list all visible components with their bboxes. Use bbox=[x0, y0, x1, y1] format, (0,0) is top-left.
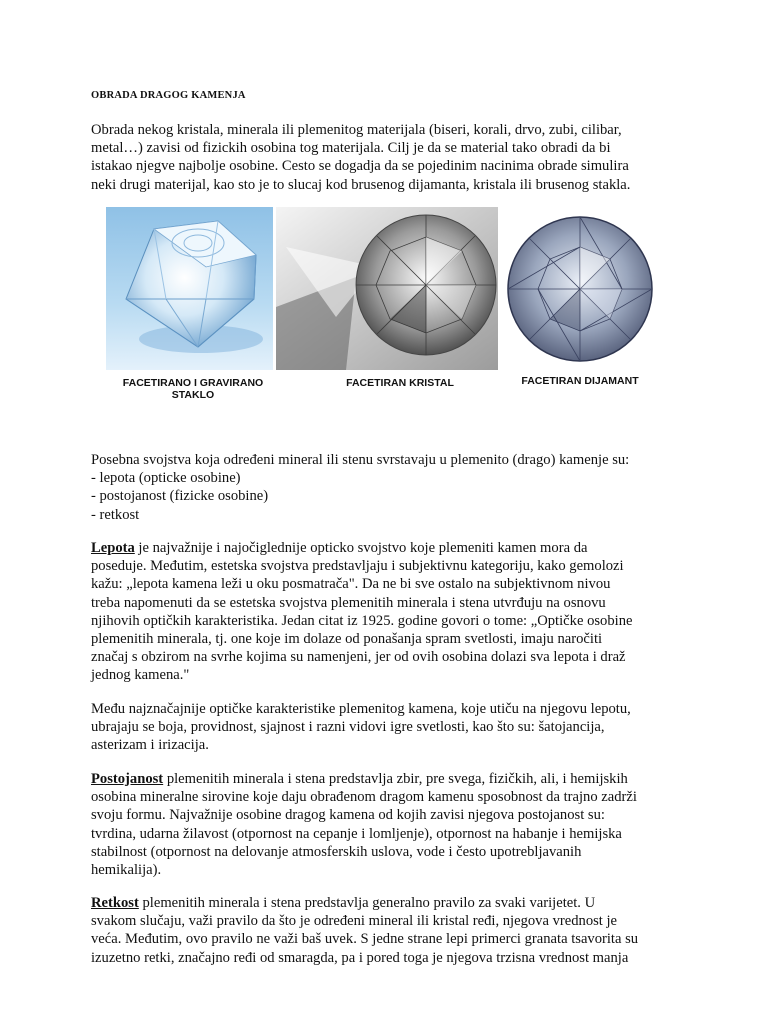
opticke-line: Među najznačajnije optičke karakteristike plemenitog kamena, koje utiču na njegovu lepotu, bbox=[91, 701, 631, 717]
lepota-line: treba napomenuti da se estetska svojstva plemenitih minerala i stena utvrđuju na osnovu bbox=[91, 594, 606, 611]
postojanost-line: stabilnost (otpornost na delovanje atmosferskih uslova, vode i često upotrebljavanih bbox=[91, 843, 582, 860]
opticke-line: asterizam i irizacija. bbox=[91, 737, 209, 754]
properties-list-item: - lepota (opticke osobine) bbox=[91, 470, 241, 487]
figure-caption bbox=[108, 377, 278, 401]
lepota-line: značaj s obzirom na svrhe kojima su namenjeni, jer od ovih osobina dolazi sva lepota i draž bbox=[91, 649, 626, 666]
intro-line: neki drugi materijal, kao sto je to slucaj kod brusenog dijamanta, kristala ili brusenog stakla. bbox=[91, 176, 631, 193]
figure-caption bbox=[505, 375, 655, 387]
retkost-keyword: Retkost bbox=[91, 895, 139, 911]
postojanost-line: svoju formu. Najvažnije osobine dragog kamena od kojih zavisi njegova postojanost su: bbox=[91, 807, 605, 824]
intro-line: Obrada nekog kristala, minerala ili plemenitog materijala (biseri, korali, drvo, zubi, cilibar, bbox=[91, 122, 622, 138]
faceted-diamond-photo bbox=[501, 207, 660, 370]
opticke-line: ubrajaju se boja, providnost, sjajnost i razni vidovi igre svetlosti, kao što su: šatojancija, bbox=[91, 719, 605, 736]
properties-line: Posebna svojstva koja određeni mineral ili stenu svrstavaju u plemenito (drago) kamenje su: bbox=[91, 452, 630, 468]
lepota-line: kažu: „lepota kamena leži u oku posmatrača". Da ne bi sve ostalo na subjektivnom nivou bbox=[91, 576, 611, 593]
retkost-paragraph bbox=[91, 894, 681, 967]
lepota-paragraph bbox=[91, 539, 681, 685]
postojanost-first-line bbox=[91, 770, 681, 788]
lepota-line: plemenitih minerala, tj. one koje im dolaze od ponašanja spram svetlosti, imaju naročiti bbox=[91, 631, 603, 648]
intro-line: istakao njegve najbolje osobine. Cesto se dogadja da se pojedinim nacinima obrade simulira bbox=[91, 158, 629, 175]
lepota-line: poseduje. Međutim, estetska svojstva predstavljaju i subjektivnu kategoriju, kako gemolozi bbox=[91, 558, 624, 575]
lepota-first-line bbox=[91, 539, 681, 557]
figure-caption bbox=[300, 377, 500, 389]
postojanost-keyword: Postojanost bbox=[91, 771, 164, 787]
retkost-line: izuzetno retki, značajno ređi od smaragda, pa i pored toga je njegova trzisna vrednost manja bbox=[91, 949, 629, 966]
caption-line: FACETIRANO I GRAVIRANO bbox=[122, 377, 264, 389]
caption-line: STAKLO bbox=[171, 389, 215, 401]
postojanost-line: osobina mineralne sirovine koje daju obrađenom dragom kamenu sposobnost da trajno zadrži bbox=[91, 789, 637, 806]
faceted-crystal-photo bbox=[276, 207, 498, 370]
postojanost-line: tvrdina, udarna žilavost (otpornost na cepanje i lomljenje), otpornost na habanje i hemijska bbox=[91, 825, 622, 842]
lepota-line: njihovih optičkih karakteristika. Jedan citat iz 1925. godine govori o tome: „Optičke osobine bbox=[91, 612, 633, 629]
retkost-line: veća. Međutim, ovo pravilo ne važi baš uvek. S jedne strane lepi primerci granata tsavorita su bbox=[91, 931, 639, 948]
properties-list-item: - retkost bbox=[91, 506, 140, 523]
properties-paragraph bbox=[91, 451, 681, 524]
engraved-glass-gem-photo bbox=[106, 207, 273, 370]
lepota-first-line-text: je najvažnije i najočiglednije opticko svojstvo koje plemeniti kamen mora da bbox=[134, 540, 588, 556]
opticke-paragraph bbox=[91, 700, 681, 755]
document-heading: OBRADA DRAGOG KAMENJA bbox=[91, 90, 246, 101]
properties-list-item: - postojanost (fizicke osobine) bbox=[91, 488, 269, 505]
lepota-line: jednog kamena." bbox=[91, 667, 190, 684]
caption-line: FACETIRAN DIJAMANT bbox=[521, 375, 639, 387]
caption-line: FACETIRAN KRISTAL bbox=[346, 377, 454, 389]
lepota-keyword: Lepota bbox=[91, 540, 135, 556]
intro-line: metal…) zavisi od fizickih osobina tog materijala. Cilj je da se material tako obradi da bi bbox=[91, 140, 611, 157]
postojanost-first-line-text: plemenitih minerala i stena predstavlja zbir, pre svega, fizičkih, ali, i hemijskih bbox=[163, 771, 628, 787]
retkost-first-line-text: plemenitih minerala i stena predstavlja generalno pravilo za svaki varijetet. U bbox=[138, 895, 596, 911]
intro-paragraph bbox=[91, 121, 681, 194]
postojanost-line: hemikalija). bbox=[91, 862, 162, 879]
retkost-first-line bbox=[91, 894, 681, 912]
retkost-line: svakom slučaju, važi pravilo da što je određeni mineral ili kristal ređi, njegova vrednost je bbox=[91, 913, 618, 930]
postojanost-paragraph bbox=[91, 770, 681, 879]
